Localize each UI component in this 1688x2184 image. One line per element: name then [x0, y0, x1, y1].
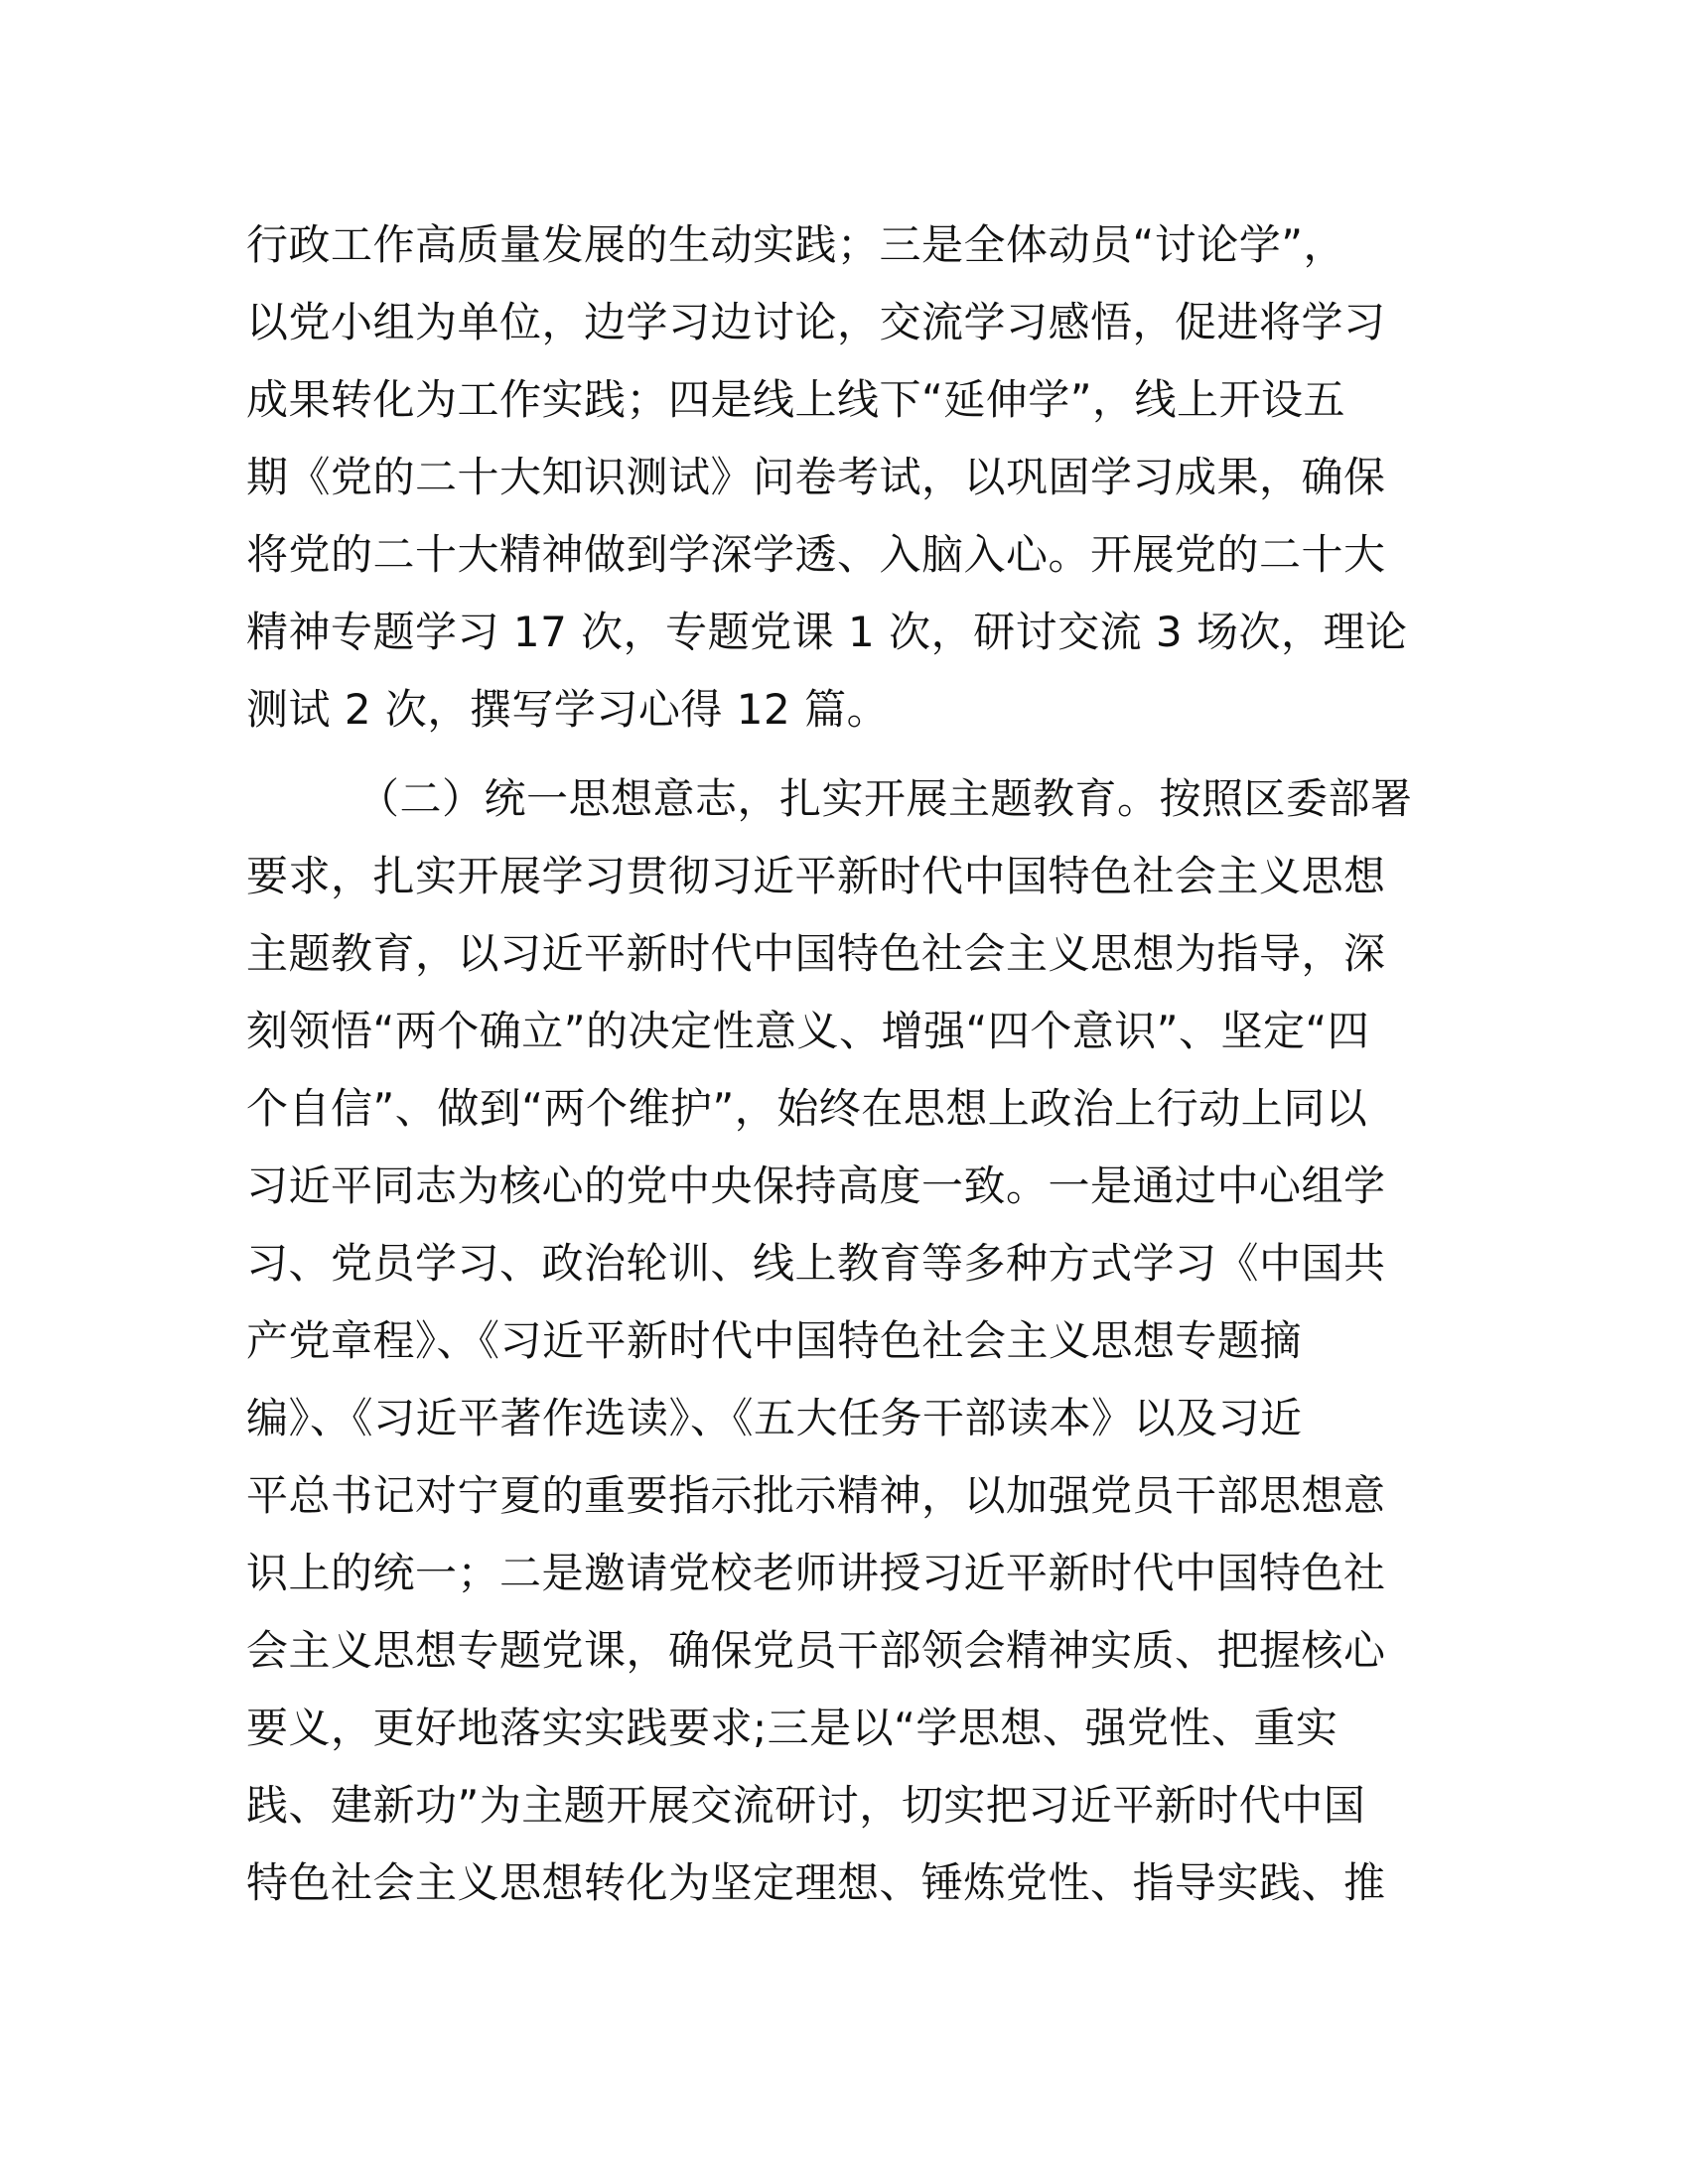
- paragraph-line: 要求，扎实开展学习贯彻习近平新时代中国特色社会主义思想: [246, 852, 1386, 900]
- paragraph-line: 识上的统一；二是邀请党校老师讲授习近平新时代中国特色社: [246, 1549, 1386, 1597]
- paragraph-line: 将党的二十大精神做到学深学透、入脑入心。开展党的二十大: [246, 530, 1386, 579]
- paragraph-line: 精神专题学习 17 次，专题党课 1 次，研讨交流 3 场次，理论: [246, 608, 1408, 656]
- paragraph-line: 以党小组为单位，边学习边讨论，交流学习感悟，促进将学习: [246, 298, 1386, 346]
- paragraph-heading-line: （二）统一思想意志，扎实开展主题教育。按照区委部署: [357, 774, 1413, 823]
- paragraph-line: 成果转化为工作实践；四是线上线下“延伸学”，线上开设五: [246, 375, 1346, 424]
- paragraph-line: 会主义思想专题党课，确保党员干部领会精神实质、把握核心: [246, 1626, 1386, 1675]
- paragraph-line: 习、党员学习、政治轮训、线上教育等多种方式学习《中国共: [246, 1239, 1386, 1288]
- paragraph-line: 测试 2 次，撰写学习心得 12 篇。: [246, 685, 890, 734]
- paragraph-line: 主题教育，以习近平新时代中国特色社会主义思想为指导，深: [246, 929, 1386, 978]
- paragraph-study-summary: [246, 206, 1438, 749]
- paragraph-line: 编》、《习近平著作选读》、《五大任务干部读本》以及习近: [246, 1394, 1303, 1442]
- paragraph-line: 特色社会主义思想转化为坚定理想、锤炼党性、指导实践、推: [246, 1858, 1386, 1907]
- paragraph-line: 个自信”、做到“两个维护”，始终在思想上政治上行动上同以: [246, 1084, 1368, 1133]
- paragraph-line: 平总书记对宁夏的重要指示批示精神，以加强党员干部思想意: [246, 1471, 1386, 1520]
- paragraph-line: 践、建新功”为主题开展交流研讨，切实把习近平新时代中国: [246, 1781, 1366, 1830]
- paragraph-theme-education: [246, 760, 1438, 1922]
- paragraph-line: 产党章程》、《习近平新时代中国特色社会主义思想专题摘: [246, 1316, 1303, 1365]
- paragraph-line: 期《党的二十大知识测试》问卷考试，以巩固学习成果，确保: [246, 453, 1386, 501]
- paragraph-line: 刻领悟“两个确立”的决定性意义、增强“四个意识”、坚定“四: [246, 1007, 1370, 1055]
- paragraph-line: 要义，更好地落实实践要求;三是以“学思想、强党性、重实: [246, 1704, 1338, 1752]
- paragraph-line: 习近平同志为核心的党中央保持高度一致。一是通过中心组学: [246, 1161, 1386, 1210]
- paragraph-line: 行政工作高质量发展的生动实践；三是全体动员“讨论学”，: [246, 220, 1346, 269]
